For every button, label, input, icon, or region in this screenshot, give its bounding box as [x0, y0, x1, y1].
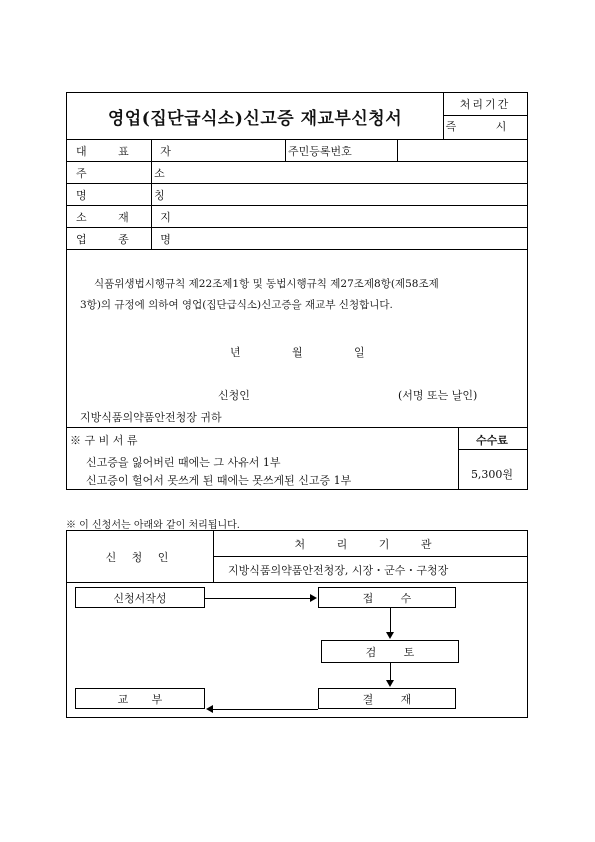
documents-header: ※ 구 비 서 류 [70, 434, 138, 447]
arrow-review-to-approve [390, 663, 391, 681]
arrow-write-to-receive [205, 598, 311, 599]
step-review [321, 640, 459, 663]
step-approve-char-2: 재 [400, 692, 412, 706]
location-field[interactable] [151, 205, 526, 225]
business-type-field[interactable] [151, 227, 526, 247]
arrow-approve-to-issue [213, 709, 318, 710]
date-year: 년 [230, 346, 241, 359]
row-line [67, 249, 528, 250]
arrow-right-head [310, 594, 317, 602]
document-item-1: 신고증을 잃어버린 때에는 그 사유서 1부 [86, 456, 281, 469]
label-business-name: 명 칭 [76, 189, 197, 202]
step-issue-char-2: 부 [151, 692, 163, 706]
body-text-line1: 식품위생법시행규칙 제22조제1항 및 동법시행규칙 제27조제8항(제58조제 [94, 278, 439, 290]
process-agency-names: 지방식품의약품안전청장, 시장・군수・구청장 [228, 564, 449, 577]
processing-period-value: 즉 시 [445, 120, 525, 133]
step-write-label: 신청서작성 [113, 591, 167, 605]
arrow-left-head [206, 705, 213, 713]
label-resident-number: 주민등록번호 [288, 145, 352, 158]
process-header-line [67, 582, 528, 583]
step-write-application [75, 587, 205, 608]
period-divider [443, 115, 528, 116]
process-agency-header: 처 리 기 관 [294, 538, 446, 551]
step-receive [318, 587, 456, 608]
label-business-type: 업 종 명 [76, 233, 185, 246]
applicant-label: 신청인 [218, 389, 250, 402]
step-approve [318, 688, 456, 709]
step-approve-char-1: 결 [362, 692, 374, 706]
label-representative: 대 표 자 [76, 145, 185, 158]
step-issue [75, 688, 205, 709]
recipient: 지방식품의약품안전청장 귀하 [80, 411, 222, 424]
arrow-receive-to-review [390, 608, 391, 633]
step-receive-char-2: 수 [400, 591, 412, 605]
fee-line [458, 449, 528, 450]
label-address: 주 소 [76, 167, 197, 180]
processing-period-label: 처리기간 [459, 98, 511, 111]
process-note: ※ 이 신청서는 아래와 같이 처리됩니다. [66, 520, 240, 531]
date-day: 일 [354, 346, 365, 359]
step-review-char-2: 토 [403, 645, 415, 659]
form-title: 영업(집단급식소)신고증 재교부신청서 [107, 108, 403, 129]
field-divider [285, 139, 286, 161]
agency-header-line [213, 556, 528, 557]
arrow-down-head [386, 632, 394, 639]
step-review-char-1: 검 [365, 645, 377, 659]
body-text-line2: 3항)의 규정에 의하여 영업(집단급식소)신고증을 재교부 신청합니다. [80, 299, 393, 311]
resident-number-field[interactable] [397, 139, 526, 159]
fee-value: 5,300원 [470, 468, 514, 481]
arrow-down-head [386, 680, 394, 687]
process-applicant-header: 신 청 인 [105, 551, 175, 564]
label-location: 소 재 지 [76, 211, 185, 224]
business-name-field[interactable] [151, 183, 526, 203]
representative-field[interactable] [151, 139, 283, 159]
signature-label: (서명 또는 날인) [398, 389, 478, 402]
date-month: 월 [292, 346, 303, 359]
step-receive-char-1: 접 [362, 591, 374, 605]
address-field[interactable] [151, 161, 526, 181]
fee-label: 수수료 [476, 434, 508, 447]
step-issue-char-1: 교 [117, 692, 129, 706]
document-item-2: 신고증이 헐어서 못쓰게 된 때에는 못쓰게된 신고증 1부 [86, 474, 352, 487]
